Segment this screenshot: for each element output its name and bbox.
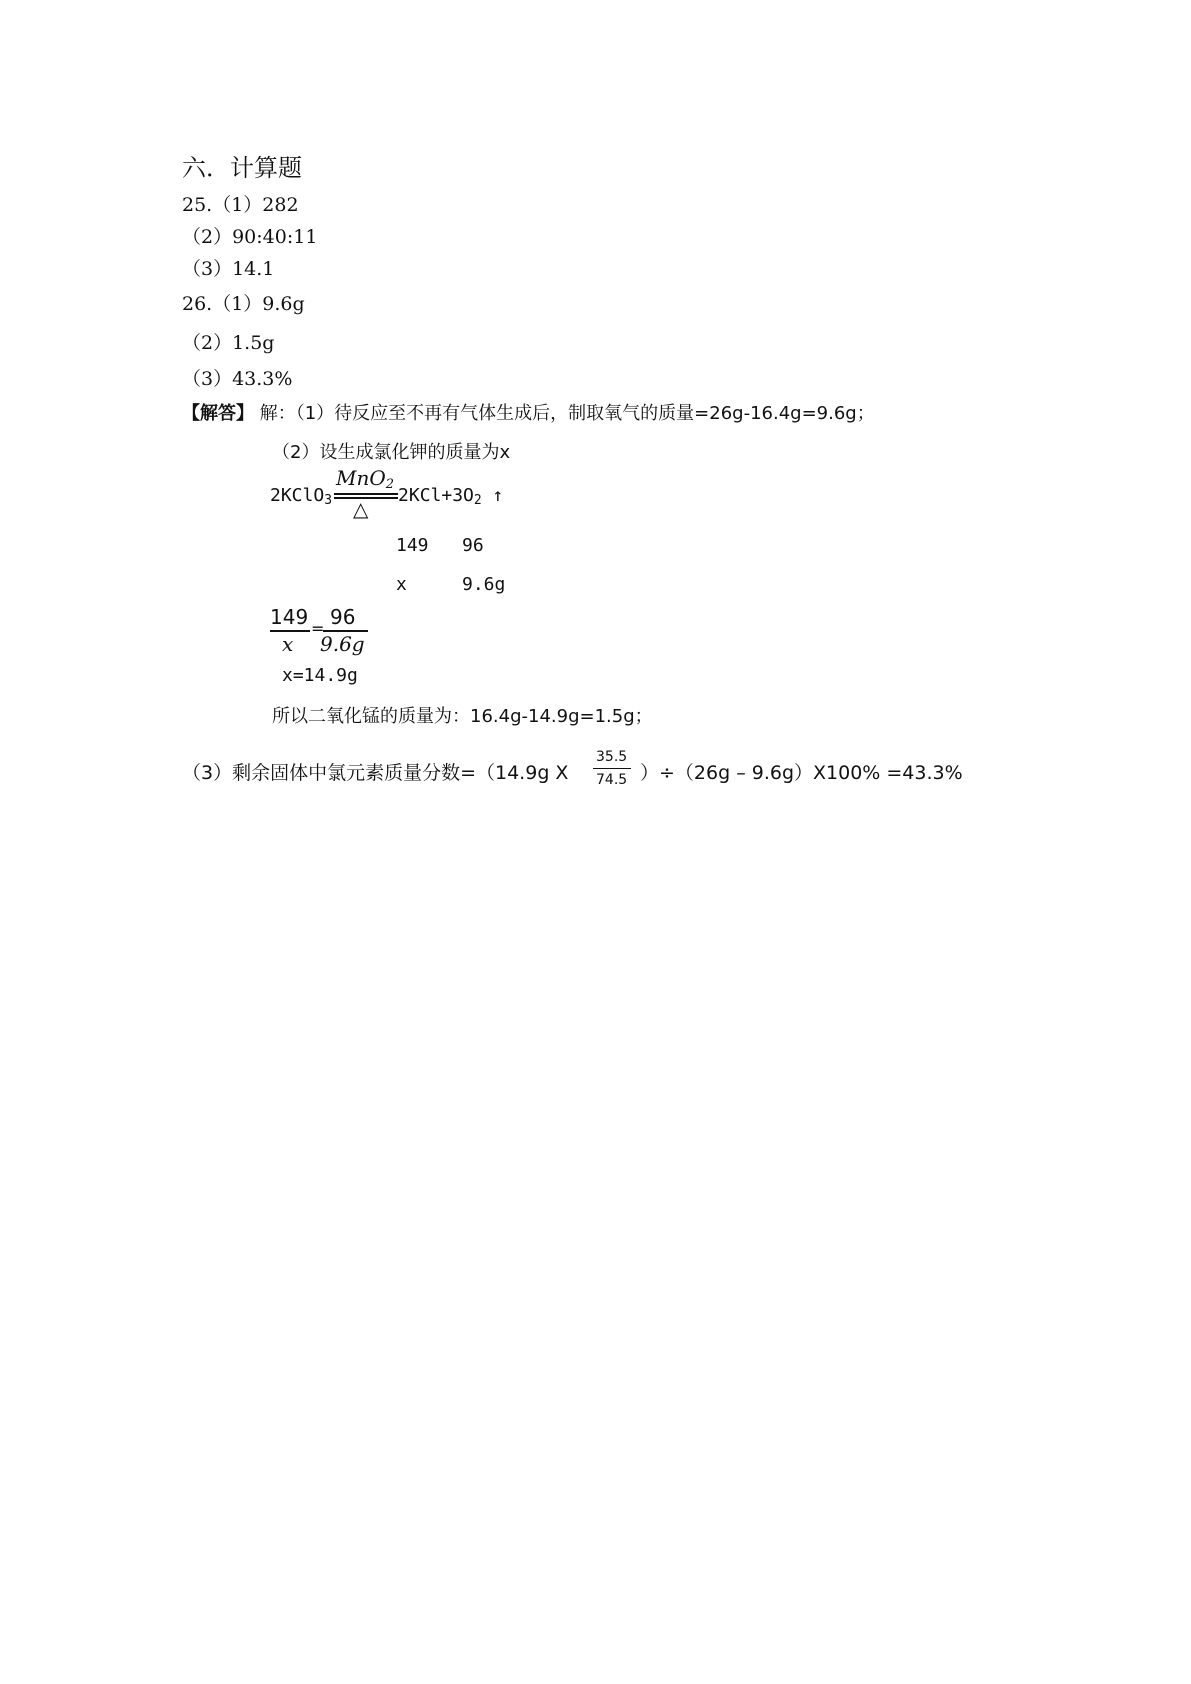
equation-bar-top [334, 493, 398, 495]
gas-arrow-icon: ↑ [492, 485, 504, 506]
q26-part2: （2）1.5g [182, 332, 275, 354]
products: $2KCl+3O_2$ ↑ [398, 485, 504, 508]
part3-frac-den: 74.5 [596, 772, 628, 788]
part3-frac-line [593, 768, 631, 769]
fraction-den-9-6g: 9.6g [320, 632, 365, 656]
part3-suffix: ）÷（26g – 9.6g）X100% =43.3% [640, 762, 963, 784]
ratio-96: 96 [462, 535, 484, 556]
fraction-num-149: 149 [270, 605, 309, 629]
ratio-149: 149 [396, 535, 429, 556]
result-x: x=14.9g [282, 665, 358, 686]
mno2-mass-line: 所以二氧化锰的质量为：16.4g-14.9g=1.5g； [272, 706, 653, 727]
ratio-x: x [396, 574, 407, 595]
q26-part1: 26.（1）9.6g [182, 293, 305, 315]
q26-part3: （3）43.3% [182, 368, 293, 390]
part3-prefix: （3）剩余固体中氯元素质量分数=（14.9g X [182, 762, 569, 784]
solution-line1 [182, 399, 875, 425]
part3-frac-num: 35.5 [596, 749, 628, 765]
q25-part3: （3）14.1 [182, 258, 275, 280]
fraction-equals: = [311, 619, 325, 638]
q25-part1: 25.（1）282 [182, 194, 299, 216]
ratio-9-6g: 9.6g [462, 574, 506, 595]
section-title: 六．计算题 [182, 154, 302, 182]
heat-icon: △ [353, 497, 369, 521]
catalyst-label: MnO$_2$ [336, 466, 395, 492]
solution-label: 【解答】 [182, 403, 254, 424]
solution-step1: 解：（1）待反应至不再有气体生成后，制取氧气的质量=26g-16.4g=9.6g； [259, 403, 875, 424]
fraction-den-x: x [282, 632, 294, 656]
solution-line2: （2）设生成氯化钾的质量为x [272, 442, 511, 463]
q25-part2: （2）90:40:11 [182, 226, 318, 248]
reactant: 2KClO$_3$ [270, 485, 333, 508]
fraction-num-96: 96 [330, 605, 356, 629]
